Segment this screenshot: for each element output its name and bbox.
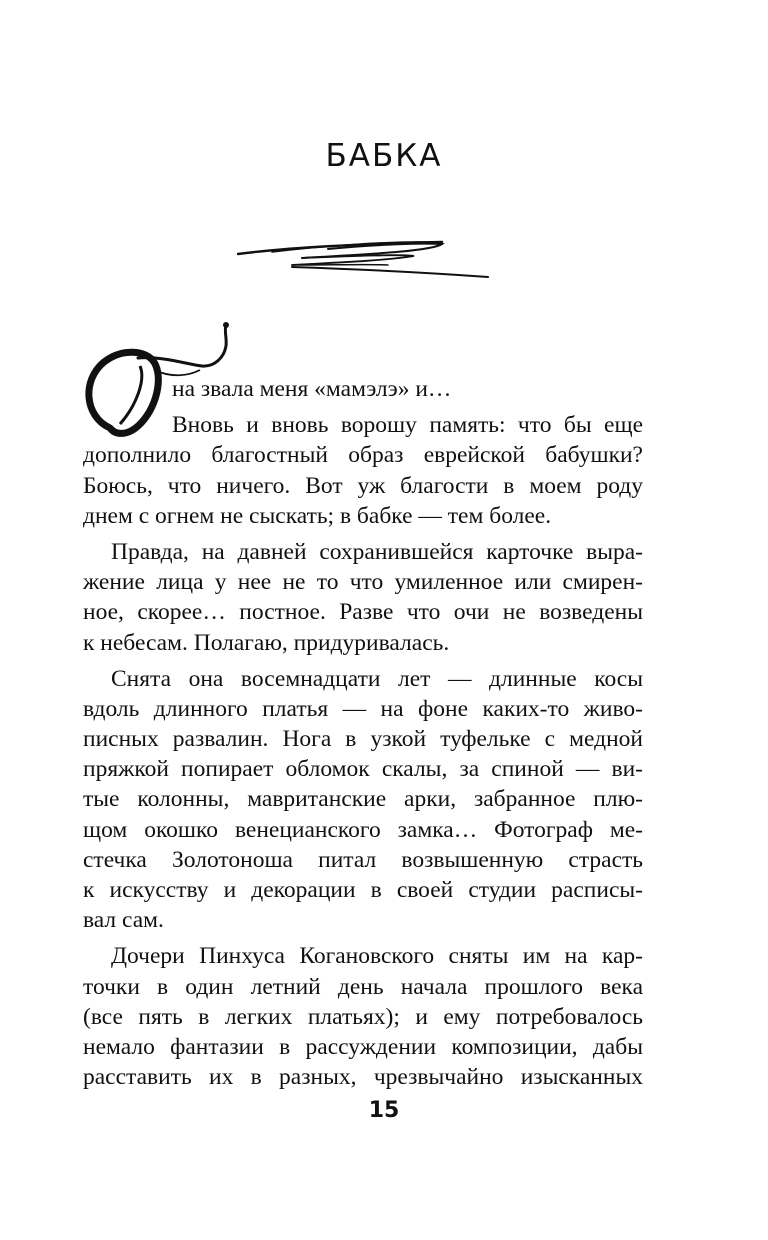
decorative-flourish-ornament: [232, 232, 494, 288]
body-text: [83, 374, 643, 1098]
text-line: расставить их в разных, чрезвычайно изысканных: [83, 1064, 643, 1091]
text-line: дополнило благостный образ еврейской бабушки?: [83, 442, 643, 469]
text-line: (все пять в легких платьях); и ему потребовалось: [83, 1003, 643, 1030]
text-line: немало фантазии в рассуждении композиции, дабы: [83, 1033, 643, 1060]
text-line: жение лица у нее не то что умиленное или смирен-: [83, 569, 643, 596]
paragraph-4: [83, 664, 643, 936]
paragraph-2: [83, 410, 643, 531]
text-line: на звала меня «мамэлэ» и…: [172, 376, 452, 402]
text-line: ное, скорее… постное. Разве что очи не возведены: [83, 599, 643, 626]
text-line: пряжкой попирает обломок скалы, за спиной — ви-: [83, 756, 643, 783]
chapter-title: БАБКА: [325, 138, 443, 174]
text-line: Снята она восемнадцати лет — длинные косы: [111, 665, 643, 692]
text-line: Вновь и вновь ворошу память: что бы еще: [172, 412, 643, 439]
text-line: вал сам.: [83, 907, 164, 934]
page-number: 15: [368, 1098, 400, 1123]
text-line: Правда, на давней сохранившейся карточке выра-: [111, 538, 643, 565]
text-line: стечка Золотоноша питал возвышенную страсть: [83, 846, 643, 873]
text-line: писных развалин. Нога в узкой туфельке с медной: [83, 726, 643, 753]
text-line: днем с огнем не сыскать; в бабке — тем более.: [83, 502, 552, 529]
text-line: вдоль длинного платья — на фоне каких-то живо-: [83, 695, 643, 722]
text-line: к небесам. Полагаю, придуривалась.: [83, 629, 450, 656]
text-line: к искусству и декорации в своей студии расписы-: [83, 877, 643, 903]
text-line: точки в один летний день начала прошлого века: [83, 973, 643, 1000]
paragraph-1: [83, 374, 643, 404]
text-line: щом окошко венецианского замка… Фотограф ме-: [83, 816, 643, 843]
text-line: Боюсь, что ничего. Вот уж благости в моем роду: [83, 472, 643, 499]
text-line: Дочери Пинхуса Когановского сняты им на кар-: [111, 943, 643, 970]
text-line: тые колонны, мавританские арки, забранное плю-: [83, 786, 643, 813]
paragraph-3: [83, 537, 643, 658]
paragraph-5: [83, 941, 643, 1092]
